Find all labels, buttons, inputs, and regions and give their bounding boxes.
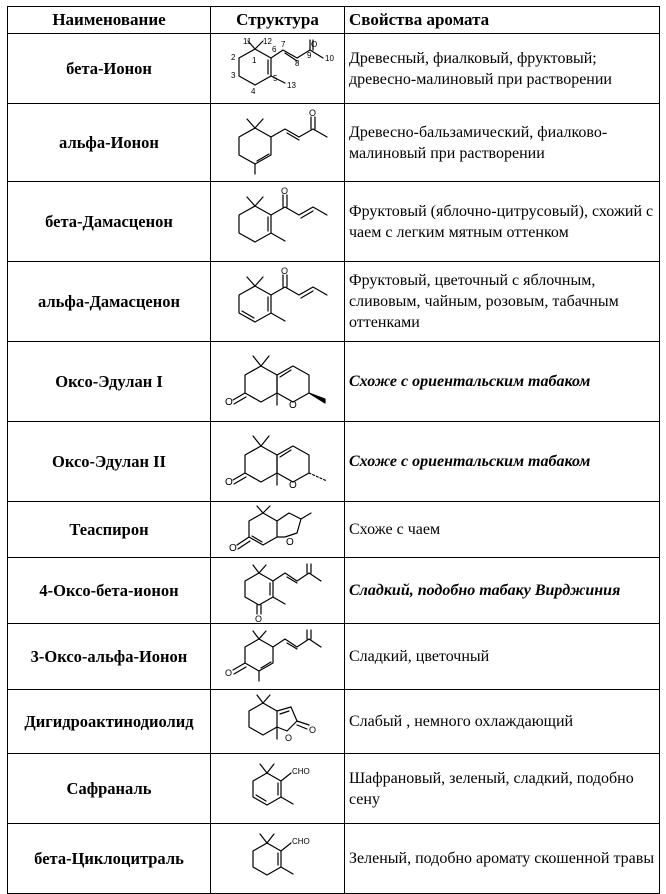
structure-cell xyxy=(211,422,345,502)
header-name: Наименование xyxy=(8,7,211,34)
ring-oxygen-label: O xyxy=(289,399,297,411)
table-row xyxy=(8,558,660,624)
table-row xyxy=(8,262,660,342)
compound-name: 3-Оксо-альфа-Ионон xyxy=(8,624,211,690)
aroma-table xyxy=(7,6,660,894)
oxygen-label: O xyxy=(281,265,289,276)
compound-name: Теаспирон xyxy=(8,502,211,558)
oxygen-label: O xyxy=(225,396,233,408)
atom-number-11: 11 xyxy=(243,36,252,46)
atom-number-8: 8 xyxy=(295,58,300,68)
aroma-description: Шафрановый, зеленый, сладкий, подобно сену xyxy=(345,754,660,824)
table-row xyxy=(8,34,660,104)
compound-name: бета-Дамасценон xyxy=(8,182,211,262)
atom-number-2: 2 xyxy=(231,52,236,62)
compound-name: альфа-Дамасценон xyxy=(8,262,211,342)
oxo-edulan-ii-structure xyxy=(215,425,341,499)
table-row xyxy=(8,104,660,182)
table-row xyxy=(8,624,660,690)
structure-cell xyxy=(211,558,345,624)
aroma-description: Схоже с ориентальским табаком xyxy=(345,422,660,502)
structure-cell xyxy=(211,754,345,824)
table-row xyxy=(8,754,660,824)
aroma-description: Зеленый, подобно аромату скошенной травы xyxy=(345,824,660,894)
oxygen-label: O xyxy=(281,185,289,196)
atom-number-10: 10 xyxy=(325,53,334,63)
alpha-damascenone-structure xyxy=(215,265,341,339)
aldehyde-label: CHO xyxy=(292,836,310,846)
theaspirone-structure xyxy=(215,503,341,557)
structure-cell xyxy=(211,690,345,754)
atom-number-13: 13 xyxy=(287,80,296,90)
atom-number-7: 7 xyxy=(281,39,286,49)
aroma-description: Слабый , немного охлаждающий xyxy=(345,690,660,754)
header-structure: Структура xyxy=(211,7,345,34)
ring-oxygen-label: O xyxy=(286,536,294,548)
oxygen-label: O xyxy=(309,107,317,118)
compound-name: Оксо-Эдулан II xyxy=(8,422,211,502)
safranal-structure xyxy=(215,755,341,823)
aroma-description: Древесный, фиалковый, фруктовый; древесно-малиновый при растворении xyxy=(345,34,660,104)
ring-oxygen-label: O xyxy=(285,732,293,743)
header-aroma: Свойства аромата xyxy=(345,7,660,34)
beta-damascenone-structure xyxy=(215,185,341,259)
table-row xyxy=(8,824,660,894)
oxygen-label: O xyxy=(255,613,263,623)
beta-cyclocitral-structure xyxy=(215,825,341,893)
beta-ionone-structure xyxy=(215,36,341,102)
atom-number-9: 9 xyxy=(307,50,312,60)
aroma-description: Древесно-бальзамический, фиалково-малиновый при растворении xyxy=(345,104,660,182)
oxo-edulan-i-structure xyxy=(215,345,341,419)
compound-name: Оксо-Эдулан I xyxy=(8,342,211,422)
atom-number-12: 12 xyxy=(263,36,272,46)
compound-name: Дигидроактинодиолид xyxy=(8,690,211,754)
4-oxo-beta-ionone-structure xyxy=(215,559,341,623)
table-row xyxy=(8,422,660,502)
aroma-description: Фруктовый (яблочно-цитрусовый), схожий с чаем с легким мятным оттенком xyxy=(345,182,660,262)
table-row xyxy=(8,182,660,262)
atom-number-6: 6 xyxy=(272,44,277,54)
aldehyde-label: CHO xyxy=(292,766,310,776)
table-row xyxy=(8,690,660,754)
compound-name: 4-Оксо-бета-ионон xyxy=(8,558,211,624)
structure-cell xyxy=(211,502,345,558)
oxygen-label: O xyxy=(311,39,318,49)
aroma-description: Схоже с ориентальским табаком xyxy=(345,342,660,422)
structure-cell xyxy=(211,104,345,182)
oxygen-label: O xyxy=(309,724,317,735)
3-oxo-alpha-ionone-structure xyxy=(215,625,341,689)
aroma-description: Фруктовый, цветочный с яблочным, сливовым, чайным, розовым, табачным оттенками xyxy=(345,262,660,342)
atom-number-5: 5 xyxy=(273,73,278,83)
structure-cell xyxy=(211,342,345,422)
table-row xyxy=(8,502,660,558)
structure-cell xyxy=(211,34,345,104)
compound-name: Сафраналь xyxy=(8,754,211,824)
compound-name: бета-Циклоцитраль xyxy=(8,824,211,894)
aroma-description: Сладкий, подобно табаку Вирджиния xyxy=(345,558,660,624)
atom-number-4: 4 xyxy=(251,86,256,96)
oxygen-label: O xyxy=(225,476,233,488)
atom-number-3: 3 xyxy=(231,70,236,80)
structure-cell xyxy=(211,262,345,342)
aroma-description: Сладкий, цветочный xyxy=(345,624,660,690)
structure-cell xyxy=(211,824,345,894)
oxygen-label: O xyxy=(225,667,233,678)
atom-number-1: 1 xyxy=(252,55,257,65)
aroma-description: Схоже с чаем xyxy=(345,502,660,558)
alpha-ionone-structure xyxy=(215,107,341,179)
structure-cell xyxy=(211,182,345,262)
header-row xyxy=(8,7,660,34)
ring-oxygen-label: O xyxy=(289,479,297,491)
structure-cell xyxy=(211,624,345,690)
table-row xyxy=(8,342,660,422)
compound-name: бета-Ионон xyxy=(8,34,211,104)
compound-name: альфа-Ионон xyxy=(8,104,211,182)
dihydroactinidiolide-structure xyxy=(215,691,341,753)
oxygen-label: O xyxy=(229,542,237,554)
